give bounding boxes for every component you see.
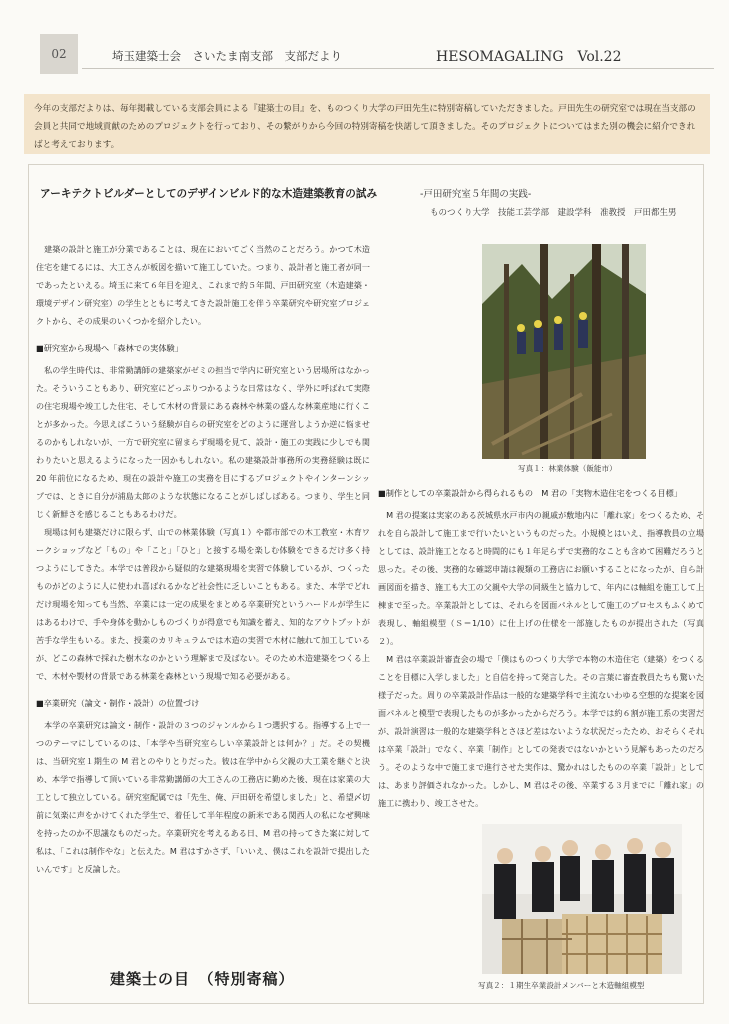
article-subtitle: -戸田研究室５年間の実践- [420, 189, 532, 200]
photo-graduation-model [482, 824, 682, 974]
magazine-title: HESOMAGALING Vol.22 [436, 49, 622, 65]
photo-caption-model: 写真２：１期生卒業設計メンバーと木造軸組模型 [478, 981, 645, 990]
column-title: 建築士の目 （特別寄稿） [110, 970, 295, 988]
intro-box: 今年の支部だよりは、毎年掲載している支部会員による『建築士の目』を、ものつくり大学の戸田先生に特別寄稿していただきました。戸田先生の研究室では現在当支部の会員と共同で地域貢献のためのプロジェクトを行っており、その繋がりから今回の特別寄稿を快諾して頂きました。そのプロジェクトについてはまた別の機会に紹介できればと考えております。 [24, 94, 710, 154]
section-heading-m-project: ■制作としての卒業設計から得られるもの M 君の「実物木造住宅をつくる目標」 [378, 488, 682, 498]
paragraph-graduation: 本学の卒業研究は論文・制作・設計の３つのジャンルから１つ選択する。指導する上で一つのテーマにしているのは、「本学や当研究室らしい卒業設計とは何か？」だ。その契機は、当研究室１期生の M 君とのやりとりだった。彼は在学中から父親の大工業を継ぐと決め、本学で指導して頂いている非常勤講師の大工さんの工務店に勤めた後、現在は家業の大工として独立している。研究室配属では「先生、俺、戸田研を希望しました」と、希望〆切前に気楽に声をかけてくれた学生で、着任して半年程度の新米である関西人の私になぜ興味を持ったのか不思議なものだった。卒業研究を考えるある日、M 君の持ってきた案に対して私は、「これは制作やな」と伝えた。M 君はすかさず、「いいえ、僕はこれを設計で提出したいんです」と反論した。 [36, 720, 370, 874]
right-column [378, 484, 704, 824]
photo-forestry [482, 244, 646, 459]
paragraph-forest-2: 現場は何も建築だけに限らず、山での林業体験（写真１）や都市部での木工教室・木育ワークショップなど「もの」や「こと」「ひと」と接する場を楽しむ体験をできるだけ多く持つようにしてきた。本学では普段から疑似的な建築現場を実習で体験しているが、つくったものがどのように人に使われ喜ばれるかなど社会性に乏しいこともある。また、本学でどれだけ現場を知っても当然、卒業には一定の成果をまとめる卒業研究というハードルが学生にはあるわけで、手や身体を動かしものづくりが得意でも知識を蓄え、知的なアウトプットが苦手な学生もいる。また、授業のカリキュラムでは木造の実習で木材に触れて加工しているが、どこの森林で採れた樹木なのかという理解まで及ばない。そのため木造建築をつくる上で、木材や製材の背景である林業を森林という現場で知る必要がある。 [36, 527, 370, 681]
photo-caption-forestry: 写真１：林業体験（飯能市） [518, 464, 617, 473]
paragraph-m-project-1: M 君の提案は実家のある茨城県水戸市内の親戚が敷地内に「離れ家」をつくるため、それを自ら設計して施工まで行いたいというものだった。小規模とはいえ、指導教員の立場としては、設計施工となると時間的にも１年足らずで実務的なことも含めて困難だろうと思った。その後、実務的な確認申請は親類の工務店にお願いすることになったが、自ら計画図面を描き、施工も大工の父親や大学の同級生と協力して、年内には軸組を施工して上棟まで至った。卒業設計としては、それらを図面パネルとして施工のプロセスもふくめて表現し、軸組模型（Ｓ＝1/10）に仕上げの仕様を一部施したものが提出された（写真２）。 [378, 510, 704, 646]
paragraph-m-project-2: M 君は卒業設計審査会の場で「僕はものつくり大学で本物の木造住宅（建築）をつくることを目標に入学しました」と自信を持って発言した。その言葉に審査教員たちも驚いた様子だった。周りの卒業設計作品は一般的な建築学科で主流ないわゆる空想的な提案を図面パネルと模型で表現したものが多かったからだろう。本学では約６割が施工系の実習だが、設計演習は一般的な建築学科とさほど差はないような状況だったため、おそらくそれは卒業「設計」でなく、卒業「制作」としての発表ではないかという見解もあったのだろう。そのような中で施工まで進行させた実作は、驚かれはしたものの卒業「設計」としては、あまり評価されなかった。しかし、M 君はその後、卒業する３月までに「離れ家」の施工に携わり、竣工させた。 [378, 654, 704, 808]
section-title: 埼玉建築士会 さいたま南支部 支部だより [112, 49, 342, 63]
paragraph-intro: 建築の設計と施工が分業であることは、現在においてごく当然のことだろう。かつて木造住宅を建てるには、大工さんが板図を描いて施工していた。つまり、設計者と施工者が同一であったといえる。埼玉に来て６年目を迎え、これまで約５年間、戸田研究室（木造建築・環境デザイン研究室）の学生とともに考えてきた設計施工を伴う卒業研究や研究室プロジェクトから、その成果のいくつかを紹介したい。 [36, 244, 370, 326]
article-author: ものつくり大学 技能工芸学部 建設学科 准教授 戸田都生男 [430, 208, 677, 218]
left-column [36, 240, 370, 952]
header-divider [82, 68, 714, 69]
paragraph-forest-1: 私の学生時代は、非常勤講師の建築家がゼミの担当で学内に研究室という居場所はなかった。そういうこともあり、研究室にどっぷりつかるような日常はなく、学外に呼ばれて実際の住宅現場や竣工した住宅、そして木材の背景にある森林や林業の盛んな林業産地に行くことが多かった。今思えばこういう経験が自らの研究室をどのように運営しようか逆に悩ませるのかもしれないが、一方で研究室に留まらず現場を見て、設計・施工の実践に少しでも関わりたいと思えるようになった一因かもしれない。私の建築設計事務所の実務経験は既に 20 年前位になるため、現在の設計や施工の実務を目にするプロジェクトやインターンシップでは、ときに自分が浦島太郎のような状態になることがしばしばある。つまり、学生と同じく新鮮さを感じることもあるわけだ。 [36, 365, 370, 519]
page-number: 02 [40, 34, 78, 74]
section-heading-forest: ■研究室から現場へ「森林での実体験」 [36, 343, 183, 353]
article-title: アーキテクトビルダーとしてのデザインビルド的な木造建築教育の試み [40, 188, 378, 200]
section-heading-graduation: ■卒業研究（論文・制作・設計）の位置づけ [36, 698, 200, 708]
